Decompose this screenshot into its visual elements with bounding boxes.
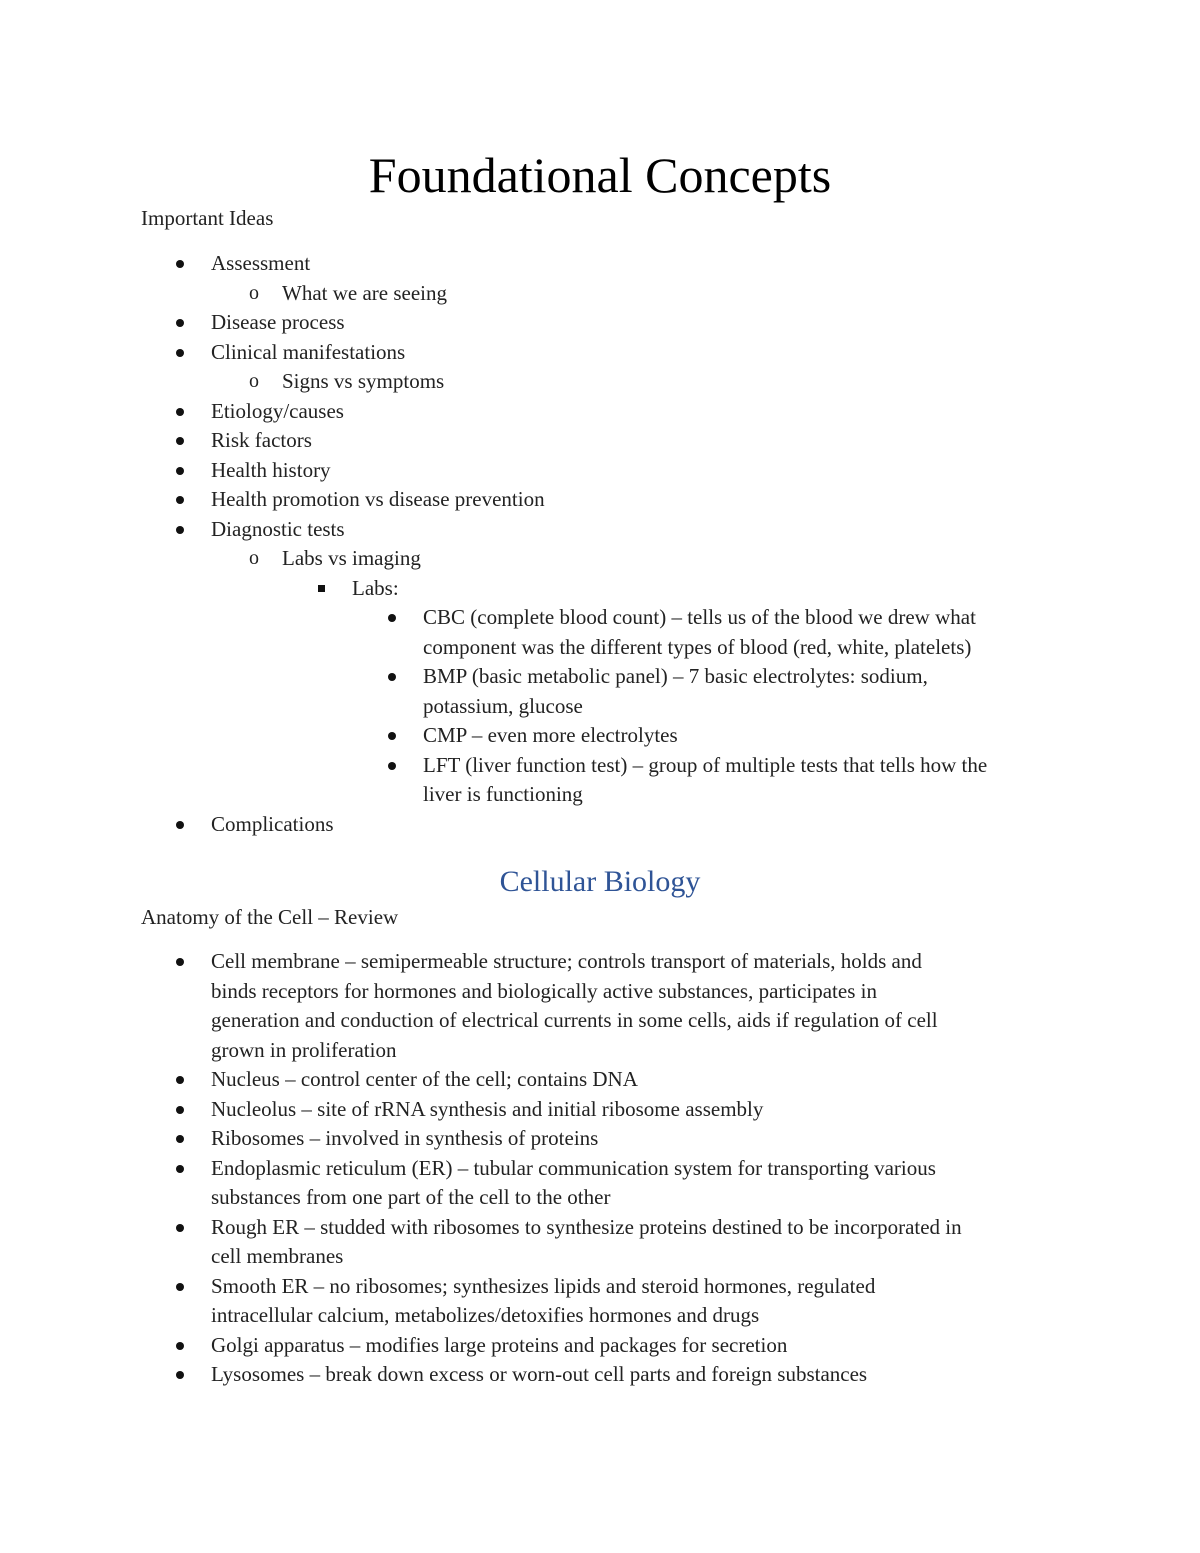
list-item-text: Etiology/causes xyxy=(211,398,344,423)
list-item-text: Smooth ER – no ribosomes; synthesizes lipids and steroid hormones, regulated xyxy=(211,1273,876,1298)
list-item xyxy=(0,426,1200,456)
list-item xyxy=(0,721,1200,751)
list-item-text: Clinical manifestations xyxy=(211,339,406,364)
list-item-text: Ribosomes – involved in synthesis of proteins xyxy=(211,1126,599,1150)
list-item xyxy=(0,1360,1200,1390)
important-ideas-label: Important Ideas xyxy=(141,206,274,230)
bullet-dot-icon xyxy=(176,1076,184,1084)
list-item xyxy=(0,515,1200,545)
list-item-text: Complications xyxy=(211,811,334,836)
list-item xyxy=(0,367,1200,397)
bullet-circle-icon: o xyxy=(249,281,259,304)
list-item xyxy=(0,1124,1200,1154)
list-item-text: Risk factors xyxy=(211,428,312,452)
bullet-dot-icon xyxy=(176,1371,184,1379)
bullet-dot-icon xyxy=(176,1283,184,1291)
list-item xyxy=(0,397,1200,427)
list-item-text: Health history xyxy=(211,457,331,482)
list-item-text: Health promotion vs disease prevention xyxy=(211,487,545,511)
list-item xyxy=(0,544,1200,574)
page-title: Foundational Concepts xyxy=(368,147,832,203)
bullet-dot-icon xyxy=(176,1165,184,1173)
list-item-text: grown in proliferation xyxy=(211,1037,397,1062)
list-item-text: cell membranes xyxy=(211,1244,344,1268)
list-item-text: CBC (complete blood count) – tells us of the blood we drew what xyxy=(423,605,976,629)
list-item-text: LFT (liver function test) – group of multiple tests that tells how the xyxy=(423,752,988,777)
bullet-dot-icon xyxy=(176,408,184,416)
list-item-text: Nucleolus – site of rRNA synthesis and initial ribosome assembly xyxy=(211,1096,764,1121)
section-heading-cellular-biology: Cellular Biology xyxy=(499,865,701,898)
list-item xyxy=(0,249,1200,279)
list-item-text: Cell membrane – semipermeable structure; controls transport of materials, holds and xyxy=(211,949,922,973)
list-item-text: What we are seeing xyxy=(282,280,447,305)
list-item-text: intracellular calcium, metabolizes/detoxifies hormones and drugs xyxy=(211,1303,760,1327)
list-item-text: Disease process xyxy=(211,310,345,334)
anatomy-of-cell-label: Anatomy of the Cell – Review xyxy=(141,905,399,929)
bullet-dot-icon xyxy=(176,319,184,327)
list-item-text: Lysosomes – break down excess or worn-out cell parts and foreign substances xyxy=(211,1362,868,1386)
list-item xyxy=(0,603,1200,662)
list-item xyxy=(0,1095,1200,1125)
list-item xyxy=(0,338,1200,368)
list-item-text: Nucleus – control center of the cell; contains DNA xyxy=(211,1067,638,1091)
bullet-circle-icon: o xyxy=(249,547,259,569)
list-item-text: Labs vs imaging xyxy=(282,546,421,570)
list-item xyxy=(0,485,1200,515)
list-item xyxy=(0,1331,1200,1361)
list-item-text: CMP – even more electrolytes xyxy=(423,723,678,747)
bullet-dot-icon xyxy=(176,437,184,445)
list-item-text: component was the different types of blood (red, white, platelets) xyxy=(423,634,972,659)
list-item-text: potassium, glucose xyxy=(423,693,583,718)
list-item-text: generation and conduction of electrical currents in some cells, aids if regulation of cell xyxy=(211,1008,938,1032)
list-item xyxy=(0,1272,1200,1331)
bullet-circle-icon: o xyxy=(249,370,259,392)
list-item-text: Endoplasmic reticulum (ER) – tubular communication system for transporting various xyxy=(211,1155,936,1180)
list-item xyxy=(0,810,1200,840)
list-item xyxy=(0,1213,1200,1272)
cell-anatomy-list xyxy=(0,947,1200,1390)
bullet-square-icon xyxy=(318,585,325,592)
list-item xyxy=(0,947,1200,1065)
bullet-dot-icon xyxy=(176,349,184,357)
bullet-dot-icon xyxy=(176,821,184,829)
list-item-text: Diagnostic tests xyxy=(211,516,345,541)
bullet-dot-icon xyxy=(176,467,184,475)
list-item-text: Signs vs symptoms xyxy=(282,369,445,393)
important-ideas-list xyxy=(0,249,1200,839)
bullet-dot-icon xyxy=(176,1224,184,1232)
bullet-dot-icon xyxy=(388,673,396,681)
list-item xyxy=(0,1154,1200,1213)
bullet-dot-icon xyxy=(176,260,184,268)
list-item-text: Golgi apparatus – modifies large proteins and packages for secretion xyxy=(211,1332,788,1357)
list-item xyxy=(0,1065,1200,1095)
bullet-dot-icon xyxy=(176,496,184,504)
list-item xyxy=(0,574,1200,604)
list-item xyxy=(0,279,1200,309)
bullet-dot-icon xyxy=(388,732,396,740)
list-item xyxy=(0,662,1200,721)
bullet-dot-icon xyxy=(176,1342,184,1350)
bullet-dot-icon xyxy=(176,526,184,534)
bullet-dot-icon xyxy=(388,762,396,770)
bullet-dot-icon xyxy=(176,1106,184,1114)
bullet-dot-icon xyxy=(176,1135,184,1143)
list-item-text: Rough ER – studded with ribosomes to synthesize proteins destined to be incorporated in xyxy=(211,1214,962,1239)
list-item-text: Assessment xyxy=(211,251,311,275)
list-item-text: BMP (basic metabolic panel) – 7 basic electrolytes: sodium, xyxy=(423,664,928,688)
list-item-text: liver is functioning xyxy=(423,782,583,806)
bullet-dot-icon xyxy=(388,614,396,622)
list-item xyxy=(0,751,1200,810)
list-item-text: Labs: xyxy=(352,575,399,600)
bullet-dot-icon xyxy=(176,958,184,966)
list-item xyxy=(0,308,1200,338)
list-item xyxy=(0,456,1200,486)
list-item-text: substances from one part of the cell to the other xyxy=(211,1185,611,1209)
list-item-text: binds receptors for hormones and biologically active substances, participates in xyxy=(211,978,877,1003)
